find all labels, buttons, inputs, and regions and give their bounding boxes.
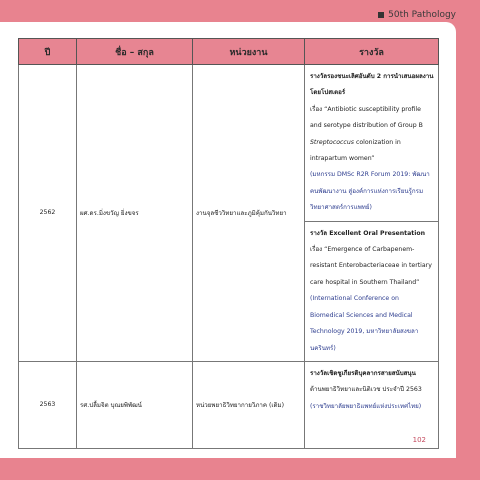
table-header-row: [19, 39, 439, 65]
award-venue: (ราชวิทยาลัยพยาธิแพทย์แห่งประเทศไทย): [310, 402, 422, 410]
unit-cell: หน่วยพยาธิวิทยากายวิภาค (เดิม): [193, 361, 305, 448]
column-header-name: ชื่อ – สกุล: [77, 39, 193, 65]
award-topic-italic: Streptococcus: [310, 138, 354, 146]
square-bullet-icon: [378, 12, 384, 18]
header-tag-text: 50th Pathology: [388, 10, 456, 20]
column-header-unit: หน่วยงาน: [193, 39, 305, 65]
page-number: 102: [412, 436, 426, 444]
award-topic: ด้านพยาธิวิทยาและนิติเวช ประจำปี 2563: [310, 386, 422, 394]
unit-cell: งานจุลชีววิทยาและภูมิคุ้มกันวิทยา: [193, 65, 305, 362]
award-topic-tail: colonization in intrapartum women”: [310, 138, 401, 163]
header-tag: [378, 10, 456, 20]
award-title: รางวัล Excellent Oral Presentation: [310, 229, 425, 237]
award-cell: [305, 221, 439, 361]
column-header-award: รางวัล: [305, 39, 439, 65]
year-cell: 2563: [19, 361, 77, 448]
award-topic: เรื่อง “Emergence of Carbapenem-resistant Enterobacteriaceae in tertiary care hospital in Southern Thailand”: [310, 246, 432, 286]
award-venue: (International Conference on Biomedical Sciences and Medical Technology 2019, มหาวิทยาลัยสงขลานครินทร์): [310, 295, 419, 352]
award-topic-lead: เรื่อง “Antibiotic susceptibility profile and serotype distribution of Group B: [310, 105, 423, 130]
award-title: รางวัลเชิดชูเกียรติบุคลากรสายสนับสนุน: [310, 369, 416, 377]
table-row: [19, 65, 439, 222]
column-header-year: ปี: [19, 39, 77, 65]
document-page: [0, 22, 456, 458]
award-title: รางวัลรองชนะเลิศอันดับ 2 การนำเสนอผลงานโดยโปสเตอร์: [310, 73, 434, 97]
awards-table: [18, 38, 439, 449]
year-cell: 2562: [19, 65, 77, 362]
award-topic: [310, 106, 423, 162]
award-venue: (มหกรรม DMSc R2R Forum 2019: พัฒนาคนพัฒนางาน สู่องค์การแห่งการเรียนรู้กรมวิทยาศาสตร์การแพทย์): [310, 171, 430, 212]
name-cell: รศ.ปลื้มจิต บุณยพิพัฒน์: [77, 361, 193, 448]
award-cell: [305, 65, 439, 222]
name-cell: ผศ.ดร.มิ่งขวัญ ยิ่งขจร: [77, 65, 193, 362]
table-row: [19, 361, 439, 448]
